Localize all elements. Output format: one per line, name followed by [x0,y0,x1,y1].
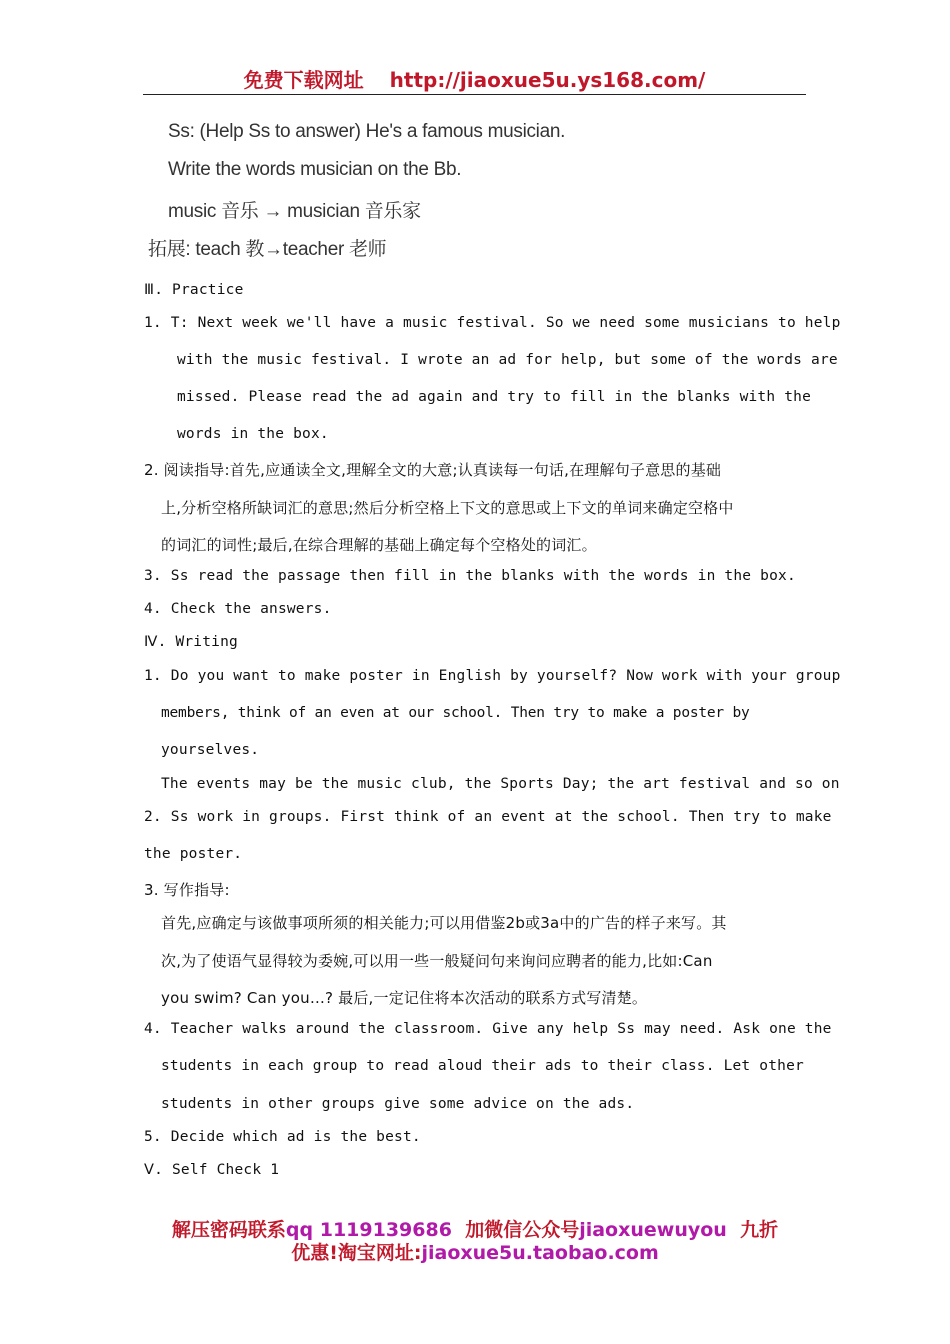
footer-line-2 [0,1242,950,1265]
writing-item-1-cont: yourselves. [161,742,260,758]
footer-line-1 [0,1219,950,1242]
footer-wechat-text: 加微信公众号 [465,1219,580,1241]
writing-guide-line: 次,为了使语气显得较为委婉,可以用一些一般疑问句来询问应聘者的能力,比如:Can [161,952,713,970]
footer-wechat-id: jiaoxuewuyou [579,1219,727,1241]
header-free-download: 免费下载网址 [243,68,364,92]
page-header [143,66,806,95]
header-url-link[interactable]: http://jiaoxue5u.ys168.com/ [389,68,706,92]
writing-item-5: 5. Decide which ad is the best. [144,1129,421,1145]
practice-item-2-cont: 的词汇的词性;最后,在综合理解的基础上确定每个空格处的词汇。 [161,536,597,554]
slide-line-4: 拓展: teach 教→teacher 老师 [148,239,387,260]
section-self-check-heading: Ⅴ. Self Check 1 [144,1162,280,1178]
writing-item-3: 3. 写作指导: [144,881,230,899]
practice-item-2: 2. 阅读指导:首先,应通读全文,理解全文的大意;认真读每一句话,在理解句子意思的基础 [144,461,722,479]
footer-taobao-link[interactable]: jiaoxue5u.taobao.com [421,1242,659,1264]
writing-guide-line: you swim? Can you…? 最后,一定记住将本次活动的联系方式写清楚。 [161,989,648,1007]
writing-item-4-cont: students in other groups give some advice on the ads. [161,1096,635,1112]
footer-password-text: 解压密码联系 [171,1219,286,1241]
practice-item-1: 1. T: Next week we'll have a music festival. So we need some musicians to help [144,315,841,331]
writing-events-note: The events may be the music club, the Sports Day; the art festival and so on [161,776,840,792]
footer-qq: qq 1119139686 [285,1219,452,1241]
practice-item-2-cont: 上,分析空格所缺词汇的意思;然后分析空格上下文的意思或上下文的单词来确定空格中 [161,499,734,517]
practice-item-4: 4. Check the answers. [144,601,332,617]
writing-item-2-cont: the poster. [144,846,243,862]
footer-taobao-text: 优惠!淘宝网址: [291,1242,422,1264]
practice-item-3: 3. Ss read the passage then fill in the blanks with the words in the box. [144,568,796,584]
slide-line-2: Write the words musician on the Bb. [168,159,462,180]
practice-item-1-cont: with the music festival. I wrote an ad for help, but some of the words are [177,352,838,368]
practice-item-1-cont: missed. Please read the ad again and try to fill in the blanks with the [177,389,812,405]
writing-guide-line: 首先,应确定与该做事项所须的相关能力;可以用借鉴2b或3a中的广告的样子来写。其 [161,914,727,932]
writing-item-2: 2. Ss work in groups. First think of an event at the school. Then try to make [144,809,832,825]
writing-item-1-cont: members, think of an even at our school. Then try to make a poster by [161,705,750,721]
practice-item-1-cont: words in the box. [177,426,329,442]
footer-discount: 九折 [740,1219,779,1241]
slide-line-3: music 音乐 → musician 音乐家 [168,201,421,222]
section-writing-heading: Ⅳ. Writing [144,634,238,650]
section-practice-heading: Ⅲ. Practice [144,282,244,298]
slide-line-1: Ss: (Help Ss to answer) He's a famous musician. [168,121,566,142]
writing-item-4-cont: students in each group to read aloud their ads to their class. Let other [161,1058,804,1074]
writing-item-4: 4. Teacher walks around the classroom. Give any help Ss may need. Ask one the [144,1021,832,1037]
writing-item-1: 1. Do you want to make poster in English by yourself? Now work with your group [144,668,841,684]
